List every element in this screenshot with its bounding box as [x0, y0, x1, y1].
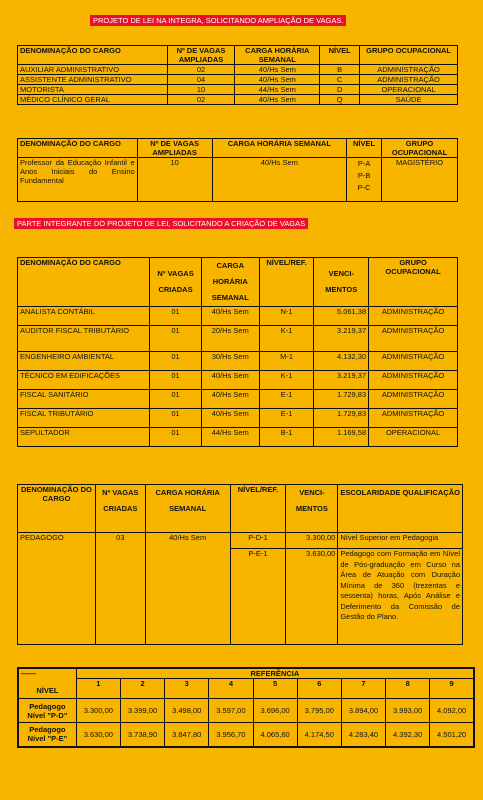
- th-vencimentos: VENCI-MENTOS: [314, 258, 369, 307]
- th-carga: CARGA HORÁRIA SEMANAL: [235, 46, 320, 65]
- cell-nivel: B-1: [259, 428, 314, 447]
- th-vagas: Nº DE VAGAS AMPLIADAS: [137, 139, 212, 158]
- cell-cargo: ENGENHEIRO AMBIENTAL: [18, 352, 150, 371]
- th-denominacao: DENOMINAÇÃO DO CARGO: [18, 485, 96, 533]
- cell-value: 4.174,50: [297, 723, 341, 747]
- cell-grupo: SAÚDE: [360, 95, 458, 105]
- cell-vagas: 01: [150, 428, 202, 447]
- cell-grupo: ADMINISTRAÇÃO: [360, 65, 458, 75]
- th-grupo: GRUPO OCUPACIONAL: [360, 46, 458, 65]
- cell-value: 4.092,00: [430, 699, 474, 723]
- cell-vencimento: 3.219,37: [314, 326, 369, 352]
- table-criacao-vagas: [17, 257, 458, 447]
- banner-ampliacao: PROJETO DE LEI NA INTEGRA, SOLICITANDO AMPLIAÇÃO DE VAGAS.: [90, 15, 346, 26]
- cell-value: 3.847,80: [165, 723, 209, 747]
- cell-vagas: 01: [150, 390, 202, 409]
- cell-nivel: Q: [320, 95, 360, 105]
- nivel-pa: P-A: [357, 159, 371, 168]
- table-row: [18, 428, 458, 447]
- cell-cargo: SEPULTADOR: [18, 428, 150, 447]
- cell-grupo: ADMINISTRAÇÃO: [369, 371, 458, 390]
- nivel-pb: P-B: [357, 171, 371, 180]
- cell-vagas: 02: [167, 95, 235, 105]
- cell-escolaridade: Nível Superior em Pedagogia: [338, 533, 463, 549]
- th-ref-2: 2: [120, 679, 164, 699]
- cell-carga: 40/Hs Sem: [201, 307, 259, 326]
- table-row: [18, 307, 458, 326]
- cell-vagas: 01: [150, 307, 202, 326]
- th-ref-3: 3: [165, 679, 209, 699]
- cell-cargo: MOTORISTA: [18, 85, 168, 95]
- th-vagas: Nº VAGAS CRIADAS: [150, 258, 202, 307]
- cell-cargo: MÉDICO CLÍNICO GERAL: [18, 95, 168, 105]
- th-ref-4: 4: [209, 679, 253, 699]
- cell-nivel: D: [320, 85, 360, 95]
- th-nivel: NÍVEL: [347, 139, 382, 158]
- cell-value: 3.399,00: [120, 699, 164, 723]
- cell-cargo: AUDITOR FISCAL TRIBUTÁRIO: [18, 326, 150, 352]
- cell-nivel: P-D-1: [230, 533, 286, 549]
- cell-vagas: 02: [167, 65, 235, 75]
- cell-vagas: 10: [167, 85, 235, 95]
- cell-nivel: K-1: [259, 326, 314, 352]
- th-escolaridade: ESCOLARIDADE QUALIFICAÇÃO: [338, 485, 463, 533]
- th-denominacao: DENOMINAÇÃO DO CARGO: [18, 46, 168, 65]
- cell-carga: 30/Hs Sem: [201, 352, 259, 371]
- th-vencimentos: VENCI-MENTOS: [286, 485, 338, 533]
- th-nivel: NÍVEL/REF.: [230, 485, 286, 533]
- cell-grupo: MAGISTÉRIO: [382, 158, 458, 202]
- cell-carga: 40/Hs Sem: [235, 65, 320, 75]
- table-row: [18, 326, 458, 352]
- cell-value: 4.065,60: [253, 723, 297, 747]
- cell-vagas: 01: [150, 326, 202, 352]
- table-row: [18, 699, 474, 723]
- cell-value: 3.597,00: [209, 699, 253, 723]
- cell-nivel: C: [320, 75, 360, 85]
- th-denominacao: DENOMINAÇÃO DO CARGO: [18, 258, 150, 307]
- cell-grupo: ADMINISTRAÇÃO: [369, 390, 458, 409]
- cell-value: 3.498,00: [165, 699, 209, 723]
- nivel-pc: P-C: [357, 183, 371, 192]
- cell-nivel: B: [320, 65, 360, 75]
- th-carga: CARGA HORÁRIA SEMANAL: [212, 139, 347, 158]
- cell-carga: 40/Hs Sem: [201, 371, 259, 390]
- th-ref-6: 6: [297, 679, 341, 699]
- cell-nivel: K-1: [259, 371, 314, 390]
- cell-value: 3.630,00: [76, 723, 120, 747]
- cell-carga: 40/Hs Sem: [235, 75, 320, 85]
- table-row: [18, 158, 458, 202]
- th-ref-1: 1: [76, 679, 120, 699]
- th-denominacao: DENOMINAÇÃO DO CARGO: [18, 139, 138, 158]
- th-ref-7: 7: [341, 679, 385, 699]
- cell-carga: 40/Hs Sem: [201, 390, 259, 409]
- cell-grupo: ADMINISTRAÇÃO: [360, 75, 458, 85]
- cell-carga: 44/Hs Sem: [235, 85, 320, 95]
- cell-value: 3.894,00: [341, 699, 385, 723]
- cell-carga: 40/Hs Sem: [201, 409, 259, 428]
- th-ref-5: 5: [253, 679, 297, 699]
- cell-value: 3.993,00: [386, 699, 430, 723]
- cell-value: 3.956,70: [209, 723, 253, 747]
- table-row: [18, 533, 463, 549]
- nivel-label: NÍVEL: [36, 686, 59, 695]
- cell-vagas: 01: [150, 409, 202, 428]
- cell-vencimento: 3.300,00: [286, 533, 338, 549]
- cell-vencimento: 4.132,30: [314, 352, 369, 371]
- cell-grupo: OPERACIONAL: [360, 85, 458, 95]
- cell-carga: 20/Hs Sem: [201, 326, 259, 352]
- cell-value: 4.501,20: [430, 723, 474, 747]
- cell-carga: 40/Hs Sem: [235, 95, 320, 105]
- th-grupo: GRUPO OCUPACIONAL: [369, 258, 458, 307]
- row-label-pe: Pedagogo Nível "P-E": [18, 723, 76, 747]
- cell-grupo: ADMINISTRAÇÃO: [369, 409, 458, 428]
- cell-vencimento: 1.729,83: [314, 409, 369, 428]
- table-row: [18, 65, 458, 75]
- cell-grupo: ADMINISTRAÇÃO: [369, 326, 458, 352]
- cell-grupo: ADMINISTRAÇÃO: [369, 352, 458, 371]
- table-ampliacao-vagas: [17, 45, 458, 105]
- cell-cargo: TÉCNICO EM EDIFICAÇÕES: [18, 371, 150, 390]
- cell-value: 3.738,90: [120, 723, 164, 747]
- dash: ——: [21, 669, 36, 678]
- cell-carga: 40/Hs Sem: [145, 533, 230, 645]
- cell-cargo: ANALISTA CONTÁBIL: [18, 307, 150, 326]
- cell-grupo: OPERACIONAL: [369, 428, 458, 447]
- table-row: [18, 85, 458, 95]
- cell-cargo: AUXILIAR ADMINISTRATIVO: [18, 65, 168, 75]
- table-referencia: [17, 667, 475, 748]
- row-label-pd: Pedagogo Nível "P-D": [18, 699, 76, 723]
- table-row: [18, 409, 458, 428]
- th-nivel: NÍVEL: [320, 46, 360, 65]
- cell-vencimento: 3.630,00: [286, 549, 338, 645]
- cell-vencimento: 5.061,38: [314, 307, 369, 326]
- th-vagas: Nº VAGAS CRIADAS: [95, 485, 145, 533]
- cell-cargo: PEDAGOGO: [18, 533, 96, 645]
- cell-grupo: ADMINISTRAÇÃO: [369, 307, 458, 326]
- cell-value: 4.392,30: [386, 723, 430, 747]
- cell-nivel: E-1: [259, 390, 314, 409]
- th-ref-8: 8: [386, 679, 430, 699]
- cell-value: 3.300,00: [76, 699, 120, 723]
- table-row: [18, 723, 474, 747]
- cell-nivel: M-1: [259, 352, 314, 371]
- cell-value: 4.283,40: [341, 723, 385, 747]
- cell-nivel: P-E-1: [230, 549, 286, 645]
- cell-vencimento: 1.729,83: [314, 390, 369, 409]
- cell-cargo: ASSISTENTE ADMINISTRATIVO: [18, 75, 168, 85]
- table-pedagogo: [17, 484, 463, 645]
- table-row: [18, 95, 458, 105]
- cell-vagas: 10: [137, 158, 212, 202]
- cell-cargo: Professor da Educação Infantil e Anos Iniciais do Ensino Fundamental: [18, 158, 138, 202]
- cell-escolaridade: Pedagogo com Formação em Nível de Pós-graduação em Curso na Área de Atuação com Duração Mínima de 360 (trezentas e sessenta) horas, Após Análise e Deferimento da Comissão de Gestão do Plano.: [338, 549, 463, 645]
- th-carga: CARGA HORÁRIA SEMANAL: [201, 258, 259, 307]
- cell-nivel: E-1: [259, 409, 314, 428]
- th-carga: CARGA HORÁRIA SEMANAL: [145, 485, 230, 533]
- cell-vagas: 01: [150, 352, 202, 371]
- table-row: [18, 390, 458, 409]
- cell-value: 3.696,00: [253, 699, 297, 723]
- th-nivel: NÍVEL/REF.: [259, 258, 314, 307]
- th-grupo: GRUPO OCUPACIONAL: [382, 139, 458, 158]
- cell-value: 3.795,00: [297, 699, 341, 723]
- cell-vagas: 04: [167, 75, 235, 85]
- cell-vagas: 01: [150, 371, 202, 390]
- cell-nivel: N-1: [259, 307, 314, 326]
- cell-niveis: [347, 158, 382, 202]
- table-row: [18, 75, 458, 85]
- cell-vagas: 03: [95, 533, 145, 645]
- cell-cargo: FISCAL TRIBUTÁRIO: [18, 409, 150, 428]
- banner-criacao: PARTE INTEGRANTE DO PROJETO DE LEI, SOLICITANDO A CRIAÇÃO DE VAGAS: [14, 218, 308, 229]
- table-row: [18, 371, 458, 390]
- th-referencia: REFERÊNCIA: [76, 668, 474, 679]
- cell-vencimento: 3.219,37: [314, 371, 369, 390]
- table-row: [18, 352, 458, 371]
- cell-cargo: FISCAL SANITÁRIO: [18, 390, 150, 409]
- cell-nivel-header: [18, 668, 76, 699]
- cell-carga: 44/Hs Sem: [201, 428, 259, 447]
- th-ref-9: 9: [430, 679, 474, 699]
- th-vagas: Nº DE VAGAS AMPLIADAS: [167, 46, 235, 65]
- cell-vencimento: 1.169,58: [314, 428, 369, 447]
- cell-carga: 40/Hs Sem: [212, 158, 347, 202]
- table-ampliacao-magisterio: [17, 138, 458, 202]
